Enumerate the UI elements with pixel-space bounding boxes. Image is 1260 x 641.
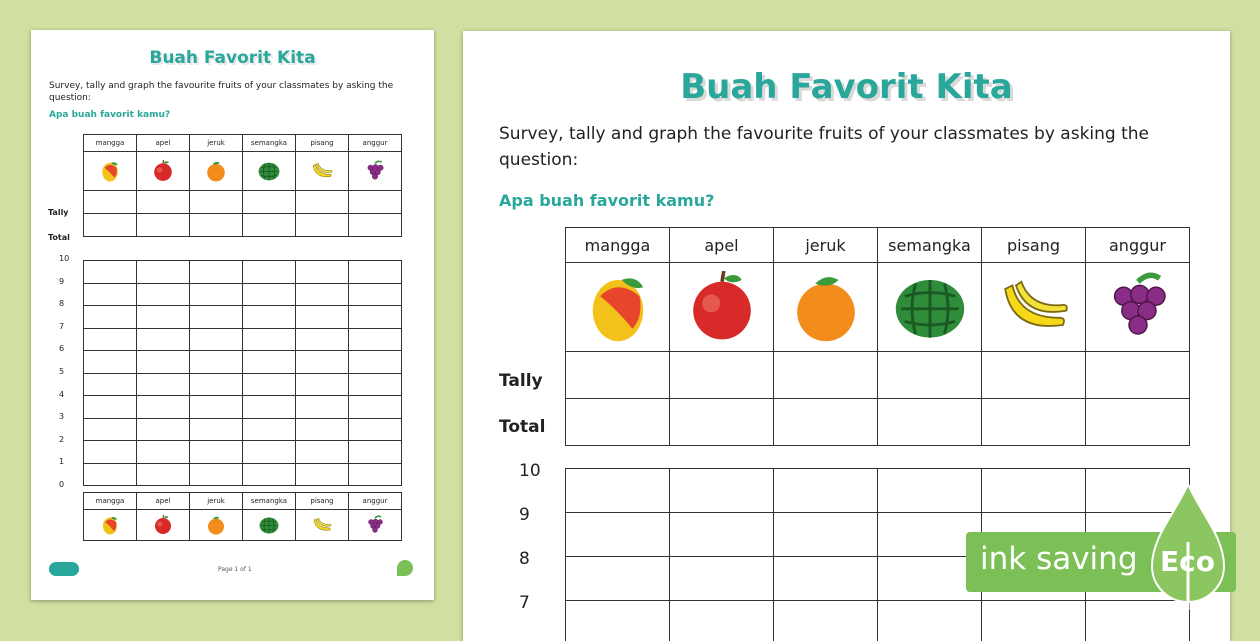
ink-saving-text: ink saving bbox=[980, 541, 1138, 577]
graph-cell[interactable] bbox=[137, 373, 190, 396]
graph-cell[interactable] bbox=[296, 463, 349, 486]
fruit-name-cell: apel bbox=[137, 135, 190, 152]
graph-cell[interactable] bbox=[84, 396, 137, 419]
graph-cell[interactable] bbox=[190, 373, 243, 396]
graph-cell[interactable] bbox=[349, 373, 402, 396]
fruit-image-cell bbox=[349, 510, 402, 541]
y-axis-label: 5 bbox=[59, 367, 64, 376]
graph-cell[interactable] bbox=[774, 513, 878, 557]
tally-cell[interactable] bbox=[774, 352, 878, 399]
banana-icon bbox=[998, 271, 1070, 343]
watermelon-icon bbox=[894, 271, 966, 343]
graph-cell[interactable] bbox=[243, 441, 296, 464]
apple-icon bbox=[152, 160, 174, 182]
tally-label-large: Tally bbox=[499, 371, 543, 391]
worksheet-thumbnail[interactable] bbox=[31, 30, 434, 600]
graph-cell[interactable] bbox=[349, 351, 402, 374]
graph-cell[interactable] bbox=[670, 557, 774, 601]
graph-cell[interactable] bbox=[84, 261, 137, 284]
fruit-image-cell bbox=[296, 152, 349, 191]
graph-cell[interactable] bbox=[296, 283, 349, 306]
fruit-image-cell bbox=[137, 152, 190, 191]
y-axis-label: 8 bbox=[519, 549, 530, 569]
total-cell[interactable] bbox=[137, 214, 190, 237]
graph-cell[interactable] bbox=[296, 351, 349, 374]
orange-icon bbox=[790, 271, 862, 343]
graph-cell[interactable] bbox=[84, 283, 137, 306]
y-axis-label: 9 bbox=[59, 277, 64, 286]
fruit-image-cell bbox=[878, 263, 982, 352]
tally-cell[interactable] bbox=[349, 191, 402, 214]
instructions-text: Survey, tally and graph the favourite fruits of your classmates by asking the question: bbox=[49, 80, 404, 104]
graph-cell[interactable] bbox=[774, 469, 878, 513]
banana-icon bbox=[311, 160, 333, 182]
graph-cell[interactable] bbox=[774, 557, 878, 601]
fruit-name-cell: semangka bbox=[243, 493, 296, 510]
graph-cell[interactable] bbox=[137, 351, 190, 374]
apple-icon bbox=[153, 515, 173, 535]
graph-cell[interactable] bbox=[137, 418, 190, 441]
orange-icon bbox=[205, 160, 227, 182]
mango-icon bbox=[99, 160, 121, 182]
graph-cell[interactable] bbox=[296, 328, 349, 351]
watermelon-icon bbox=[258, 160, 280, 182]
graph-cell[interactable] bbox=[190, 463, 243, 486]
graph-cell[interactable] bbox=[670, 513, 774, 557]
graph-cell[interactable] bbox=[296, 261, 349, 284]
graph-cell[interactable] bbox=[137, 396, 190, 419]
y-axis-label: 6 bbox=[59, 344, 64, 353]
fruit-table bbox=[83, 134, 402, 237]
graph-cell[interactable] bbox=[349, 261, 402, 284]
y-axis-label: 10 bbox=[519, 461, 541, 481]
fruit-name-cell: mangga bbox=[566, 228, 670, 263]
bar-graph-grid bbox=[83, 260, 402, 486]
graph-cell[interactable] bbox=[982, 601, 1086, 641]
total-cell[interactable] bbox=[1086, 399, 1190, 446]
survey-question: Apa buah favorit kamu? bbox=[49, 110, 434, 120]
graph-cell[interactable] bbox=[566, 557, 670, 601]
mango-icon bbox=[100, 515, 120, 535]
y-axis-label: 4 bbox=[59, 390, 64, 399]
total-cell[interactable] bbox=[566, 399, 670, 446]
total-cell[interactable] bbox=[296, 214, 349, 237]
graph-cell[interactable] bbox=[190, 306, 243, 329]
fruit-image-cell bbox=[243, 510, 296, 541]
apple-icon bbox=[686, 271, 758, 343]
graph-cell[interactable] bbox=[349, 396, 402, 419]
graph-cell[interactable] bbox=[243, 328, 296, 351]
watermelon-icon bbox=[259, 515, 279, 535]
graph-cell[interactable] bbox=[243, 463, 296, 486]
fruit-table-large bbox=[565, 227, 1190, 446]
fruit-image-cell bbox=[349, 152, 402, 191]
graph-cell[interactable] bbox=[84, 441, 137, 464]
page-title: Buah Favorit Kita bbox=[31, 48, 434, 68]
graph-cell[interactable] bbox=[190, 441, 243, 464]
fruit-axis-table bbox=[83, 492, 402, 541]
fruit-name-cell: pisang bbox=[296, 493, 349, 510]
tally-cell[interactable] bbox=[1086, 352, 1190, 399]
graph-cell[interactable] bbox=[190, 261, 243, 284]
graph-cell[interactable] bbox=[296, 373, 349, 396]
graph-cell[interactable] bbox=[296, 396, 349, 419]
graph-cell[interactable] bbox=[243, 283, 296, 306]
fruit-image-cell bbox=[84, 152, 137, 191]
fruit-name-cell: semangka bbox=[243, 135, 296, 152]
graph-cell[interactable] bbox=[296, 441, 349, 464]
graph-cell[interactable] bbox=[190, 396, 243, 419]
tally-cell[interactable] bbox=[982, 352, 1086, 399]
grapes-icon bbox=[365, 515, 385, 535]
graph-cell[interactable] bbox=[349, 441, 402, 464]
fruit-image-cell bbox=[566, 263, 670, 352]
grapes-icon bbox=[364, 160, 386, 182]
fruit-name-cell: anggur bbox=[1086, 228, 1190, 263]
fruit-name-cell: apel bbox=[137, 493, 190, 510]
fruit-image-cell bbox=[774, 263, 878, 352]
graph-cell[interactable] bbox=[84, 373, 137, 396]
fruit-image-cell bbox=[190, 510, 243, 541]
fruit-name-cell: anggur bbox=[349, 493, 402, 510]
tally-cell[interactable] bbox=[137, 191, 190, 214]
total-cell[interactable] bbox=[349, 214, 402, 237]
fruit-name-cell: mangga bbox=[84, 135, 137, 152]
graph-cell[interactable] bbox=[84, 306, 137, 329]
total-cell[interactable] bbox=[982, 399, 1086, 446]
total-cell[interactable] bbox=[190, 214, 243, 237]
eco-label: Eco bbox=[1160, 545, 1215, 578]
graph-cell[interactable] bbox=[190, 351, 243, 374]
y-axis-label: 3 bbox=[59, 412, 64, 421]
orange-icon bbox=[206, 515, 226, 535]
y-axis-label: 7 bbox=[519, 593, 530, 613]
graph-cell[interactable] bbox=[296, 306, 349, 329]
total-cell[interactable] bbox=[84, 214, 137, 237]
instructions-text-large: Survey, tally and graph the favourite fruits of your classmates by asking the question: bbox=[499, 121, 1170, 173]
graph-cell[interactable] bbox=[566, 513, 670, 557]
fruit-name-cell: anggur bbox=[349, 135, 402, 152]
fruit-image-cell bbox=[243, 152, 296, 191]
graph-cell[interactable] bbox=[670, 469, 774, 513]
graph-cell[interactable] bbox=[243, 351, 296, 374]
graph-cell[interactable] bbox=[243, 261, 296, 284]
y-axis-label: 2 bbox=[59, 435, 64, 444]
eco-leaf-icon bbox=[397, 560, 413, 576]
y-axis-label: 0 bbox=[59, 480, 64, 489]
fruit-image-cell bbox=[982, 263, 1086, 352]
graph-cell[interactable] bbox=[296, 418, 349, 441]
tally-cell[interactable] bbox=[243, 191, 296, 214]
graph-cell[interactable] bbox=[190, 418, 243, 441]
brand-logo bbox=[49, 562, 79, 576]
graph-cell[interactable] bbox=[566, 601, 670, 641]
mango-icon bbox=[582, 271, 654, 343]
total-label-large: Total bbox=[499, 417, 545, 437]
graph-cell[interactable] bbox=[349, 306, 402, 329]
y-axis-label: 10 bbox=[59, 254, 69, 263]
y-axis-label: 1 bbox=[59, 457, 64, 466]
fruit-name-cell: jeruk bbox=[774, 228, 878, 263]
graph-cell[interactable] bbox=[84, 418, 137, 441]
fruit-image-cell bbox=[1086, 263, 1190, 352]
banana-icon bbox=[312, 515, 332, 535]
fruit-name-cell: semangka bbox=[878, 228, 982, 263]
graph-cell[interactable] bbox=[349, 463, 402, 486]
page-title-large: Buah Favorit Kita bbox=[463, 67, 1230, 107]
graph-cell[interactable] bbox=[137, 328, 190, 351]
total-cell[interactable] bbox=[774, 399, 878, 446]
graph-cell[interactable] bbox=[349, 418, 402, 441]
graph-cell[interactable] bbox=[349, 283, 402, 306]
graph-cell[interactable] bbox=[137, 463, 190, 486]
graph-cell[interactable] bbox=[137, 306, 190, 329]
graph-cell[interactable] bbox=[670, 601, 774, 641]
fruit-image-cell bbox=[190, 152, 243, 191]
graph-cell[interactable] bbox=[84, 328, 137, 351]
total-cell[interactable] bbox=[243, 214, 296, 237]
graph-cell[interactable] bbox=[84, 463, 137, 486]
graph-cell[interactable] bbox=[566, 469, 670, 513]
total-label: Total bbox=[48, 233, 70, 242]
graph-cell[interactable] bbox=[84, 351, 137, 374]
tally-cell[interactable] bbox=[878, 352, 982, 399]
y-axis-label: 7 bbox=[59, 322, 64, 331]
graph-cell[interactable] bbox=[137, 283, 190, 306]
fruit-name-cell: pisang bbox=[296, 135, 349, 152]
fruit-name-cell: jeruk bbox=[190, 493, 243, 510]
graph-cell[interactable] bbox=[982, 469, 1086, 513]
tally-cell[interactable] bbox=[670, 352, 774, 399]
grapes-icon bbox=[1102, 271, 1174, 343]
graph-cell[interactable] bbox=[878, 601, 982, 641]
page-number: Page 1 of 1 bbox=[218, 566, 252, 573]
fruit-image-cell bbox=[296, 510, 349, 541]
fruit-name-cell: apel bbox=[670, 228, 774, 263]
tally-cell[interactable] bbox=[190, 191, 243, 214]
tally-cell[interactable] bbox=[566, 352, 670, 399]
fruit-name-cell: jeruk bbox=[190, 135, 243, 152]
survey-question-large: Apa buah favorit kamu? bbox=[499, 191, 1230, 210]
y-axis-label: 8 bbox=[59, 299, 64, 308]
graph-cell[interactable] bbox=[190, 328, 243, 351]
total-cell[interactable] bbox=[670, 399, 774, 446]
tally-label: Tally bbox=[48, 208, 69, 217]
tally-cell[interactable] bbox=[296, 191, 349, 214]
graph-cell[interactable] bbox=[243, 396, 296, 419]
fruit-name-cell: pisang bbox=[982, 228, 1086, 263]
tally-cell[interactable] bbox=[84, 191, 137, 214]
total-cell[interactable] bbox=[878, 399, 982, 446]
graph-cell[interactable] bbox=[878, 469, 982, 513]
graph-cell[interactable] bbox=[137, 441, 190, 464]
fruit-image-cell bbox=[137, 510, 190, 541]
graph-cell[interactable] bbox=[774, 601, 878, 641]
fruit-image-cell bbox=[84, 510, 137, 541]
fruit-image-cell bbox=[670, 263, 774, 352]
y-axis-label: 9 bbox=[519, 505, 530, 525]
graph-cell[interactable] bbox=[137, 261, 190, 284]
graph-cell[interactable] bbox=[349, 328, 402, 351]
graph-cell[interactable] bbox=[243, 306, 296, 329]
graph-cell[interactable] bbox=[243, 373, 296, 396]
graph-cell[interactable] bbox=[243, 418, 296, 441]
fruit-name-cell: mangga bbox=[84, 493, 137, 510]
graph-cell[interactable] bbox=[190, 283, 243, 306]
